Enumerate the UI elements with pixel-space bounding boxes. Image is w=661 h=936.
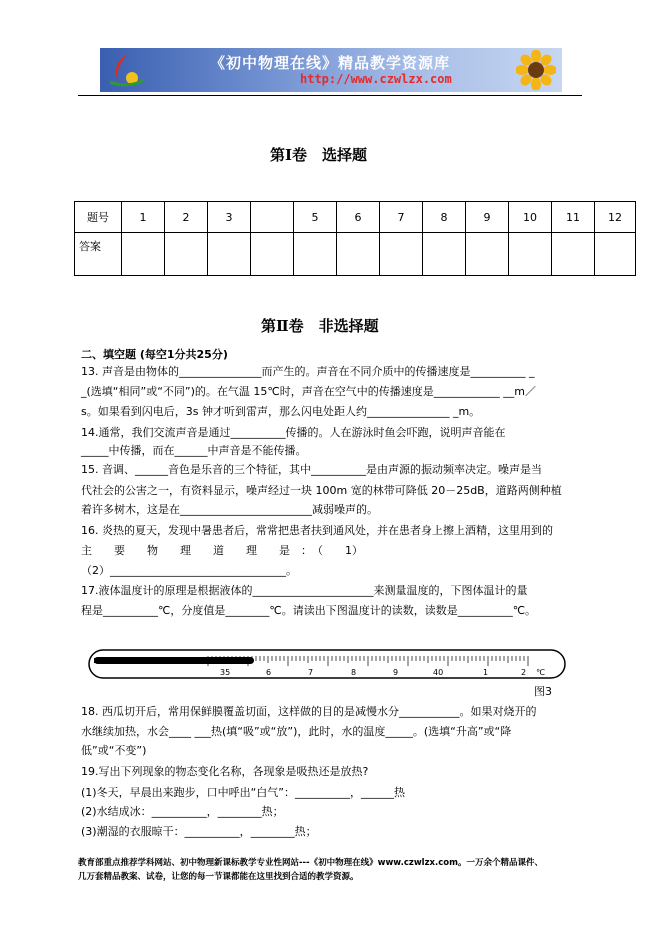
header-banner	[100, 48, 562, 92]
scale-label: 1	[483, 668, 489, 677]
sunflower-icon	[516, 50, 556, 90]
answer-cell[interactable]	[595, 233, 636, 276]
thermometer-liquid	[94, 658, 252, 663]
text-line: 着许多树木，这是在________________________减弱噪声的。	[81, 503, 378, 516]
thermometer-figure	[88, 646, 568, 682]
text-line: 水继续加热，水会____ ___热(填“吸”或“放”)，此时，水的温度_____。(选填“升高”或“降	[81, 725, 512, 738]
table-cell: 2	[165, 202, 208, 233]
table-cell: 11	[552, 202, 595, 233]
table-cell: 8	[423, 202, 466, 233]
answer-table	[74, 201, 636, 276]
section1-title: 第Ⅰ卷 选择题	[270, 146, 368, 164]
logo-icon	[106, 52, 146, 88]
text-line: 主 要 物 理 道 理 是 ： （ 1）	[81, 544, 363, 557]
table-cell: 7	[380, 202, 423, 233]
table-cell: 12	[595, 202, 636, 233]
figure-label: 图3	[534, 685, 552, 698]
text-line: （2）________________________________。	[81, 564, 297, 577]
header-rule	[78, 95, 582, 96]
text-line: 16. 炎热的夏天，发现中暑患者后，常常把患者扶到通风处，并在患者身上擦上酒精，这里用到的	[81, 524, 553, 537]
answer-cell[interactable]	[466, 233, 509, 276]
section2-title: 第Ⅱ卷 非选择题	[261, 317, 379, 335]
answer-cell[interactable]	[380, 233, 423, 276]
answer-cell[interactable]	[122, 233, 165, 276]
footer-line: 教育部重点推荐学科网站、初中物理新课标教学专业性网站---《初中物理在线》www.czwlzx.com。一万余个精品课件、	[78, 858, 543, 868]
table-row	[75, 202, 636, 233]
answer-cell[interactable]	[552, 233, 595, 276]
text-line: 程是__________℃，分度值是________℃。请读出下图温度计的读数，读数是__________℃。	[81, 604, 537, 617]
text-line: _(选填“相同”或“不同”)的。在气温 15℃时，声音在空气中的传播速度是____________ __m／	[81, 385, 536, 398]
table-cell: 3	[208, 202, 251, 233]
text-line: 18. 西瓜切开后，常用保鲜膜覆盖切面，这样做的目的是减慢水分___________。如果对烧开的	[81, 705, 537, 718]
table-cell: 10	[509, 202, 552, 233]
answer-cell[interactable]	[165, 233, 208, 276]
table-cell: 6	[337, 202, 380, 233]
table-cell: 1	[122, 202, 165, 233]
scale-label: 2	[521, 668, 527, 677]
text-line: 低”或“不变”)	[81, 744, 147, 757]
text-line: s。如果看到闪电后，3s 钟才听到雷声，那么闪电处距人约_______________ _m。	[81, 405, 481, 418]
fill-heading: 二、填空题 (每空1分共25分)	[81, 348, 228, 361]
scale-label: 8	[351, 668, 357, 677]
answer-cell[interactable]	[208, 233, 251, 276]
text-line: (1)冬天，早晨出来跑步，口中呼出“白气”：__________，______热	[81, 786, 405, 799]
table-cell: 答案	[75, 233, 122, 276]
answer-cell[interactable]	[251, 233, 294, 276]
scale-label: 7	[308, 668, 314, 677]
footer	[78, 856, 584, 884]
scale-label: 40	[433, 668, 444, 677]
table-cell: 5	[294, 202, 337, 233]
text-line: 13. 声音是由物体的_______________而产生的。声音在不同介质中的传播速度是__________ _	[81, 365, 535, 378]
text-line: 15. 音调、______音色是乐音的三个特征，其中__________是由声源的振动频率决定。噪声是当	[81, 463, 542, 476]
table-row	[75, 233, 636, 276]
table-cell: 题号	[75, 202, 122, 233]
text-line: 代社会的公害之一，有资料显示，噪声经过一块 100m 宽的林带可降低 20－25dB，道路两侧种植	[81, 484, 562, 497]
scale-label: 6	[266, 668, 272, 677]
table-cell: 9	[466, 202, 509, 233]
answer-cell[interactable]	[294, 233, 337, 276]
banner-title: 《初中物理在线》精品教学资源库	[210, 54, 451, 72]
answer-cell[interactable]	[509, 233, 552, 276]
answer-cell[interactable]	[337, 233, 380, 276]
table-cell	[251, 202, 294, 233]
text-line: (3)潮湿的衣服晾干：__________，________热；	[81, 825, 317, 838]
scale-label: 9	[393, 668, 399, 677]
scale-label: 35	[220, 668, 231, 677]
banner-url[interactable]: http://www.czwlzx.com	[300, 72, 452, 86]
footer-line: 几万套精品教案、试卷，让您的每一节课都能在这里找到合适的教学资源。	[78, 872, 359, 882]
answer-cell[interactable]	[423, 233, 466, 276]
text-line: 17.液体温度计的原理是根据液体的______________________来测量温度的，下图体温计的量	[81, 584, 528, 597]
text-line: 19.写出下列现象的物态变化名称，各现象是吸热还是放热?	[81, 765, 369, 778]
celsius-mark: ℃	[536, 668, 545, 677]
text-line: 14.通常，我们交流声音是通过__________传播的。人在游泳时鱼会吓跑，说明声音能在	[81, 426, 506, 439]
text-line: (2)水结成冰：__________，________热；	[81, 805, 284, 818]
text-line: _____中传播，而在______中声音是不能传播。	[81, 444, 307, 457]
